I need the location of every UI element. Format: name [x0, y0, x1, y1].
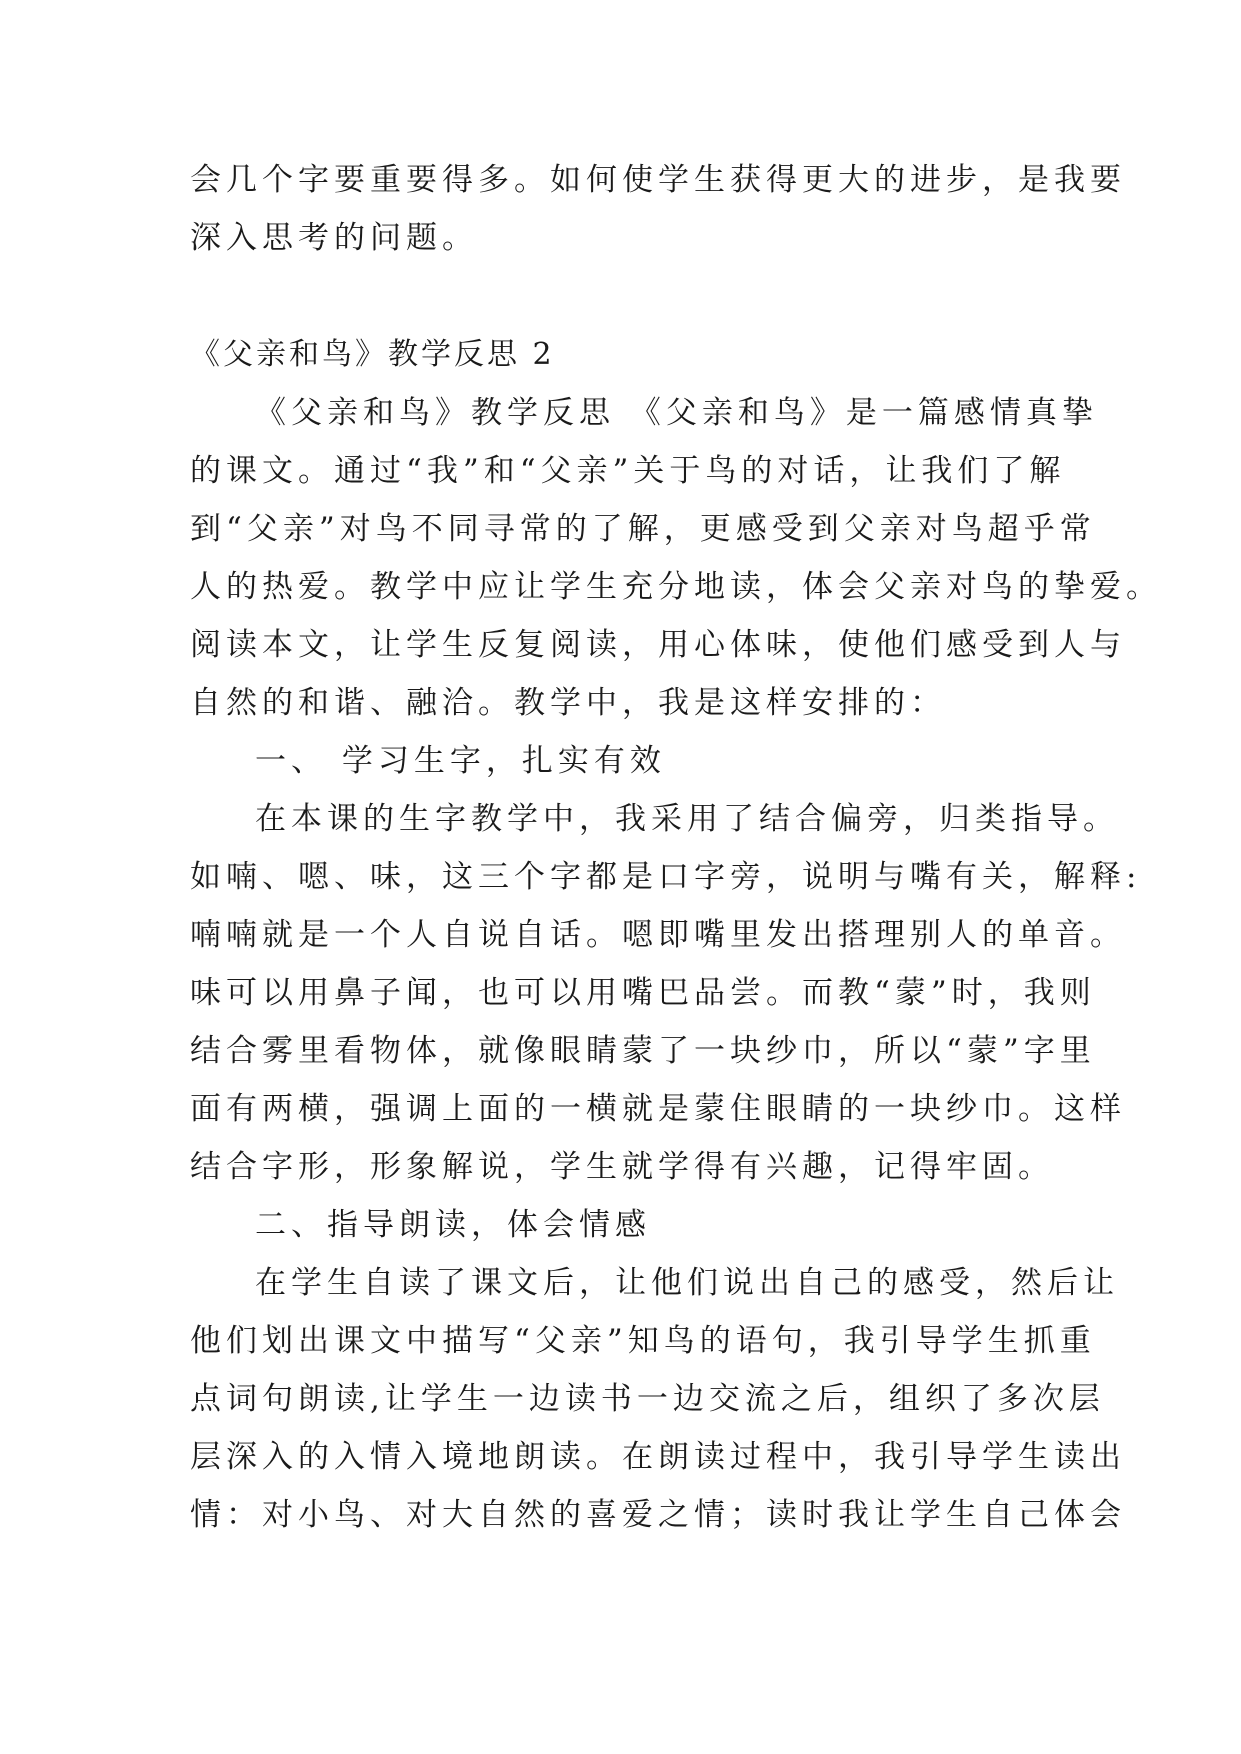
paragraph3-line-5: 情：对小鸟、对大自然的喜爱之情；读时我让学生自己体会 [190, 1497, 1126, 1533]
paragraph3-line-1: 在学生自读了课文后，让他们说出自己的感受，然后让 [255, 1265, 1119, 1301]
paragraph1-line-2: 的课文。通过“我”和“父亲”关于鸟的对话，让我们了解 [190, 453, 1066, 489]
paragraph2-line-2: 如喃、嗯、味，这三个字都是口字旁，说明与嘴有关，解释: [190, 859, 1142, 895]
paragraph1-line-1: 《父亲和鸟》教学反思 《父亲和鸟》是一篇感情真挚 [255, 395, 1098, 431]
heading-1: 一、 学习生字，扎实有效 [255, 743, 666, 779]
paragraph1-line-4: 人的热爱。教学中应让学生充分地读，体会父亲对鸟的挚爱。 [190, 569, 1162, 605]
paragraph2-line-5: 结合雾里看物体，就像眼睛蒙了一块纱巾，所以“蒙”字里 [190, 1033, 1096, 1069]
paragraph1-line-6: 自然的和谐、融洽。教学中，我是这样安排的： [190, 685, 946, 721]
paragraph3-line-3: 点词句朗读,让学生一边读书一边交流之后，组织了多次层 [190, 1381, 1105, 1417]
section-title: 《父亲和鸟》教学反思 2 [190, 337, 555, 372]
paragraph3-line-4: 层深入的入情入境地朗读。在朗读过程中，我引导学生读出 [190, 1439, 1126, 1475]
paragraph2-line-4: 味可以用鼻子闻，也可以用嘴巴品尝。而教“蒙”时，我则 [190, 975, 1096, 1011]
paragraph1-line-5: 阅读本文，让学生反复阅读，用心体味，使他们感受到人与 [190, 627, 1126, 663]
intro-line-1: 会几个字要重要得多。如何使学生获得更大的进步，是我要 [190, 162, 1126, 198]
paragraph1-line-3: 到“父亲”对鸟不同寻常的了解，更感受到父亲对鸟超乎常 [190, 511, 1096, 547]
paragraph2-line-1: 在本课的生字教学中，我采用了结合偏旁，归类指导。 [255, 801, 1119, 837]
heading-2: 二、指导朗读，体会情感 [255, 1207, 651, 1243]
paragraph2-line-7: 结合字形，形象解说，学生就学得有兴趣，记得牢固。 [190, 1149, 1054, 1185]
paragraph3-line-2: 他们划出课文中描写“父亲”知鸟的语句，我引导学生抓重 [190, 1323, 1096, 1359]
intro-line-2: 深入思考的问题。 [190, 220, 478, 256]
paragraph2-line-6: 面有两横，强调上面的一横就是蒙住眼睛的一块纱巾。这样 [190, 1091, 1126, 1127]
paragraph2-line-3: 喃喃就是一个人自说自话。嗯即嘴里发出搭理别人的单音。 [190, 917, 1126, 953]
